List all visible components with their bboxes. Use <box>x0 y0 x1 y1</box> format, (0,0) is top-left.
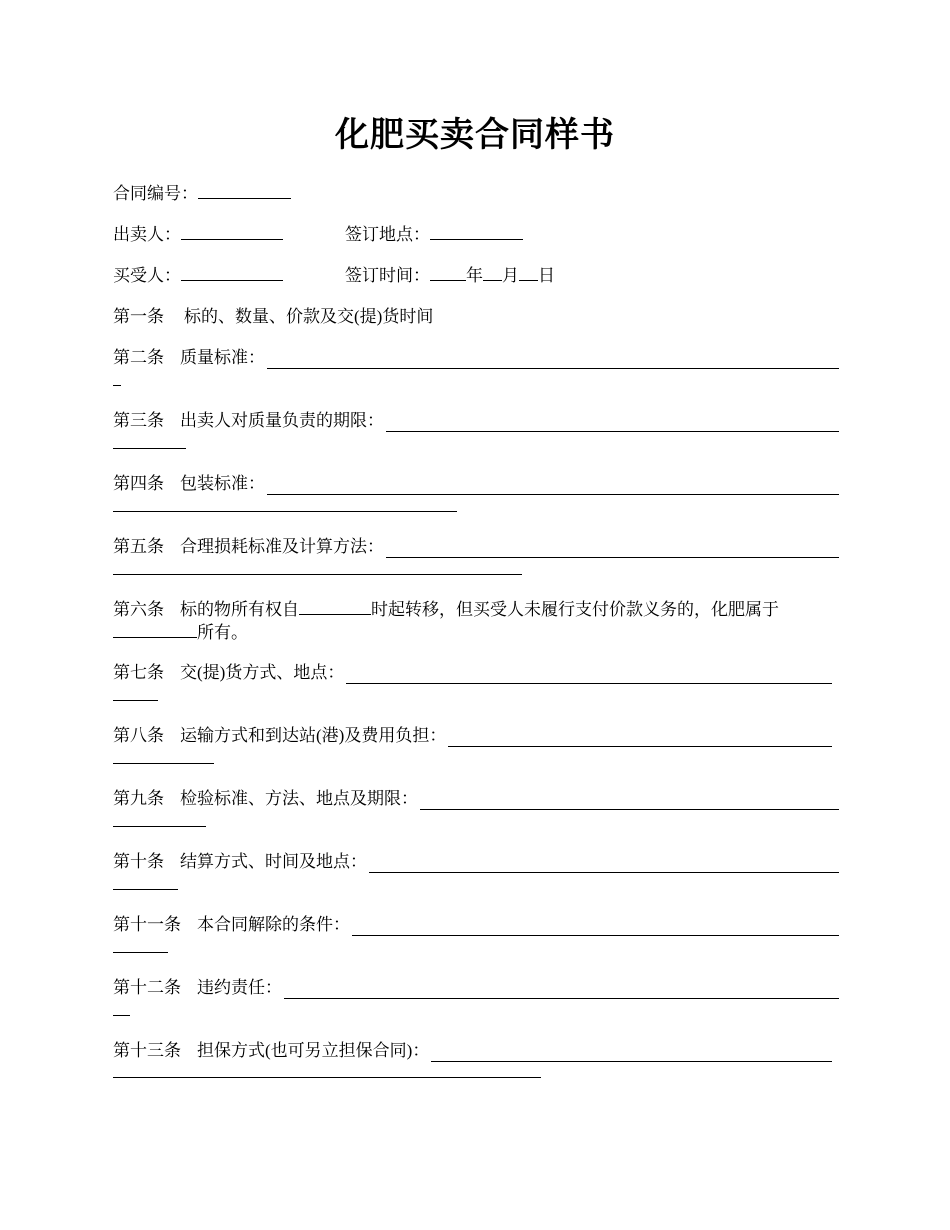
clause-4-number: 第四条 <box>113 474 164 493</box>
clause-11-text: 本合同解除的条件： <box>197 915 350 934</box>
document-title: 化肥买卖合同样书 <box>335 117 615 154</box>
clause-4-text: 包装标准： <box>180 474 265 493</box>
clause-1-text: 标的、数量、价款及交(提)货时间 <box>184 307 434 326</box>
clause-6-text-a: 标的物所有权自 <box>180 600 299 619</box>
clause-3-text: 出卖人对质量负责的期限： <box>180 411 384 430</box>
clause-9-number: 第九条 <box>113 789 164 808</box>
clause-10 <box>113 851 839 873</box>
month-blank[interactable] <box>483 264 502 281</box>
clause-9-blank-continued[interactable] <box>113 826 206 827</box>
clause-8-blank-continued[interactable] <box>113 763 214 764</box>
clause-3 <box>113 410 839 432</box>
clause-2 <box>113 347 839 369</box>
clause-13-blank-continued[interactable] <box>113 1077 541 1078</box>
contract-number-label: 合同编号： <box>113 184 198 203</box>
clause-1-number: 第一条 <box>113 307 164 326</box>
clause-12-blank[interactable] <box>284 982 839 999</box>
clause-9-text: 检验标准、方法、地点及期限： <box>180 789 418 808</box>
clause-4-blank-continued[interactable] <box>113 511 457 512</box>
clause-6 <box>113 598 839 644</box>
seller-blank[interactable] <box>181 223 283 240</box>
clause-6-text-b: 时起转移，但买受人未履行支付价款义务的，化肥属于 <box>371 600 779 619</box>
sign-place-blank[interactable] <box>430 223 523 240</box>
clause-12-number: 第十二条 <box>113 978 181 997</box>
clause-6-text-c: 所有。 <box>197 623 248 642</box>
sign-time-label: 签订时间： <box>345 266 430 285</box>
clause-11-number: 第十一条 <box>113 915 181 934</box>
sign-place-label: 签订地点： <box>345 225 430 244</box>
clause-2-number: 第二条 <box>113 348 164 367</box>
clause-4-blank[interactable] <box>267 478 839 495</box>
clause-3-number: 第三条 <box>113 411 164 430</box>
clause-2-blank-continued[interactable] <box>113 385 121 386</box>
clause-6-transfer-time-blank[interactable] <box>299 598 371 615</box>
clause-10-blank[interactable] <box>369 856 839 873</box>
clause-4 <box>113 473 839 495</box>
clause-7-blank-continued[interactable] <box>113 700 158 701</box>
clause-11-blank[interactable] <box>352 919 839 936</box>
buyer-label: 买受人： <box>113 266 181 285</box>
clause-3-blank-continued[interactable] <box>113 448 186 449</box>
clause-5-blank-continued[interactable] <box>113 574 522 575</box>
seller-line <box>113 223 839 246</box>
clause-13-text: 担保方式(也可另立担保合同)： <box>197 1041 430 1060</box>
clause-7-number: 第七条 <box>113 663 164 682</box>
clause-8 <box>113 725 832 747</box>
clause-11-blank-continued[interactable] <box>113 952 168 953</box>
buyer-line <box>113 264 839 287</box>
year-label: 年 <box>466 266 483 285</box>
day-blank[interactable] <box>519 264 538 281</box>
clause-9-blank[interactable] <box>420 793 839 810</box>
clause-2-text: 质量标准： <box>180 348 265 367</box>
clause-13 <box>113 1040 832 1062</box>
clause-1 <box>113 306 839 328</box>
clause-10-blank-continued[interactable] <box>113 889 178 890</box>
clause-10-number: 第十条 <box>113 852 164 871</box>
seller-label: 出卖人： <box>113 225 181 244</box>
clause-13-blank[interactable] <box>431 1045 832 1062</box>
clause-7-blank[interactable] <box>346 667 832 684</box>
clause-6-number: 第六条 <box>113 600 164 619</box>
month-label: 月 <box>502 266 519 285</box>
clause-12-blank-continued[interactable] <box>113 1015 130 1016</box>
clause-3-blank[interactable] <box>386 415 839 432</box>
clause-10-text: 结算方式、时间及地点： <box>180 852 367 871</box>
clause-12-text: 违约责任： <box>197 978 282 997</box>
year-blank[interactable] <box>430 264 466 281</box>
contract-number-line <box>113 182 839 205</box>
day-label: 日 <box>538 266 555 285</box>
clause-5-text: 合理损耗标准及计算方法： <box>180 537 384 556</box>
clause-6-owner-blank[interactable] <box>113 621 197 638</box>
clause-12 <box>113 977 839 999</box>
clause-7 <box>113 662 832 684</box>
clause-5-number: 第五条 <box>113 537 164 556</box>
clause-5 <box>113 536 839 558</box>
sign-place-group <box>345 223 523 246</box>
clause-5-blank[interactable] <box>386 541 839 558</box>
clause-7-text: 交(提)货方式、地点： <box>180 663 345 682</box>
clause-8-blank[interactable] <box>448 730 832 747</box>
clause-2-blank[interactable] <box>267 352 839 369</box>
clause-8-text: 运输方式和到达站(港)及费用负担： <box>180 726 447 745</box>
buyer-blank[interactable] <box>181 264 283 281</box>
clause-13-number: 第十三条 <box>113 1041 181 1060</box>
clause-11 <box>113 914 839 936</box>
sign-time-group <box>345 264 555 287</box>
clause-9 <box>113 788 839 810</box>
contract-number-blank[interactable] <box>198 182 291 199</box>
clause-8-number: 第八条 <box>113 726 164 745</box>
